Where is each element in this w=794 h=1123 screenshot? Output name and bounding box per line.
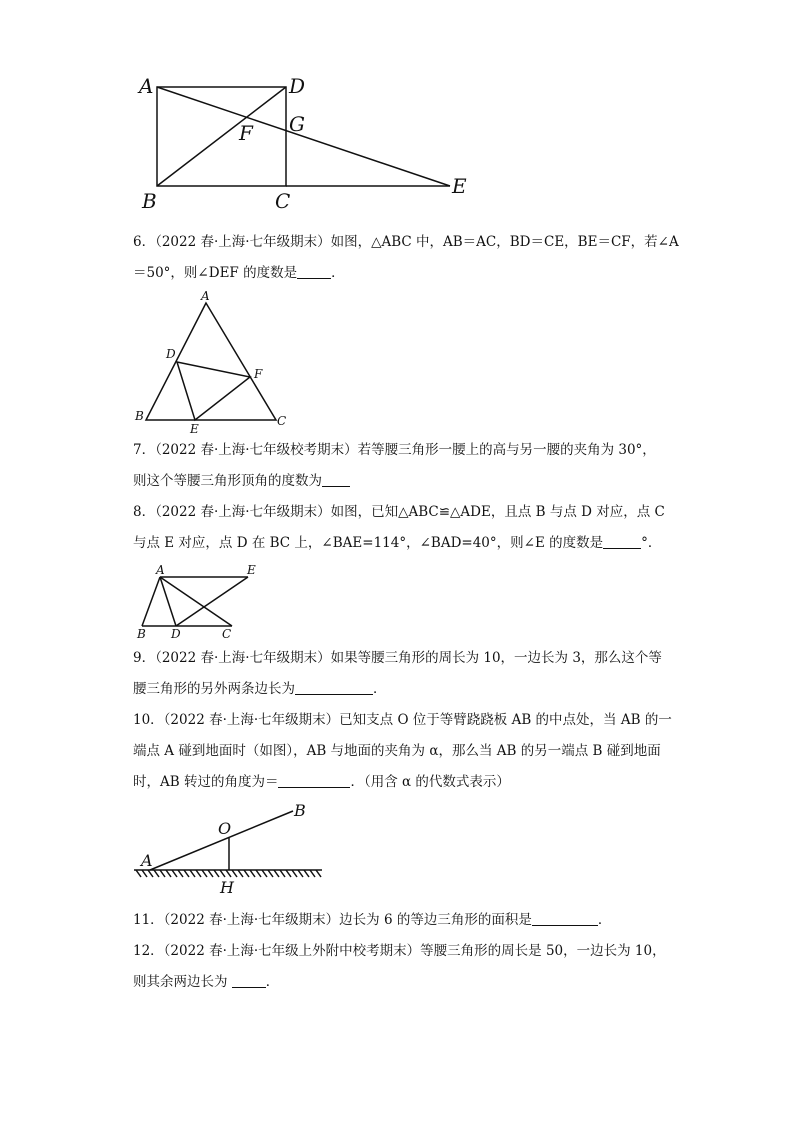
hatch-mark xyxy=(214,870,219,877)
hatch-mark xyxy=(280,870,285,877)
label-a: A xyxy=(201,289,210,303)
question-10-line-2: 端点 A 碰到地面时（如图），AB 与地面的夹角为 α，那么当 AB 的另一端点 B 碰到地面 xyxy=(133,743,661,759)
question-8-line-2-text: 与点 E 对应，点 D 在 BC 上，∠BAE=114°，∠BAD=40°，则∠E 的度数是 xyxy=(133,535,604,551)
hatch-mark xyxy=(202,870,207,877)
hatch-mark xyxy=(244,870,249,877)
question-6-tail: ． xyxy=(331,265,345,281)
hatch-mark xyxy=(160,870,165,877)
question-12-tail: ． xyxy=(265,974,280,990)
label-h: H xyxy=(220,878,234,897)
label-c: C xyxy=(222,627,232,641)
label-b: B xyxy=(135,409,144,423)
hatch-mark xyxy=(262,870,267,877)
label-c: C xyxy=(277,414,287,428)
hatch-mark xyxy=(274,870,279,877)
question-7-line-1: 7．（2022 春·上海·七年级校考期末）若等腰三角形一腰上的高与另一腰的夹角为 30°， xyxy=(133,442,656,458)
label-f: F xyxy=(254,367,263,381)
label-b: B xyxy=(294,801,306,820)
answer-blank-11[interactable] xyxy=(532,911,598,926)
question-10-line-1: 10．（2022 春·上海·七年级期末）已知支点 O 位于等臂跷跷板 AB 的中点处，当 AB 的一 xyxy=(133,712,672,728)
question-8-tail: °． xyxy=(641,535,662,551)
hatch-mark xyxy=(250,870,255,877)
hatch-mark xyxy=(172,870,177,877)
label-c: C xyxy=(275,189,291,213)
hatch-mark xyxy=(142,870,147,877)
question-9-line-2-text: 腰三角形的另外两条边长为 xyxy=(133,681,295,697)
label-e: E xyxy=(190,422,199,436)
question-9-tail: ． xyxy=(373,681,387,697)
label-d: D xyxy=(171,627,181,641)
hatch-mark xyxy=(256,870,261,877)
question-6-line-1: 6．（2022 春·上海·七年级期末）如图，△ABC 中，AB＝AC，BD＝CE，BE＝CF，若∠A xyxy=(133,234,679,250)
question-12 xyxy=(133,936,673,998)
label-b: B xyxy=(137,627,146,641)
hatch-mark xyxy=(166,870,171,877)
question-11-tail: ． xyxy=(597,912,612,928)
hatch-mark xyxy=(226,870,231,877)
label-g: G xyxy=(289,112,305,136)
label-e: E xyxy=(452,174,467,198)
question-12-line-2 xyxy=(133,967,673,998)
hatch-mark xyxy=(148,870,153,877)
answer-blank-12[interactable] xyxy=(232,973,266,988)
hatch-mark xyxy=(196,870,201,877)
label-d: D xyxy=(166,347,176,361)
hatch-mark xyxy=(310,870,315,877)
question-11-line-1-text: 11．（2022 春·上海·七年级期末）边长为 6 的等边三角形的面积是 xyxy=(133,912,532,928)
question-6-line-2-text: ＝50°，则∠DEF 的度数是 xyxy=(133,265,298,281)
question-11-line-1 xyxy=(133,905,673,936)
question-9-line-1: 9．（2022 春·上海·七年级期末）如果等腰三角形的周长为 10，一边长为 3，那么这个等 xyxy=(133,650,662,666)
question-12-line-2-text: 则其余两边长为 xyxy=(133,974,232,990)
question-10-tail: ．（用含 α 的代数式表示） xyxy=(350,774,510,790)
hatch-mark xyxy=(286,870,291,877)
label-b: B xyxy=(142,189,157,213)
label-f: F xyxy=(239,121,253,145)
hatch-mark xyxy=(184,870,189,877)
question-12-line-1: 12．（2022 春·上海·七年级上外附中校考期末）等腰三角形的周长是 50，一边长为 10， xyxy=(133,943,666,959)
hatch-mark xyxy=(268,870,273,877)
label-a: A xyxy=(156,563,165,577)
hatch-mark xyxy=(178,870,183,877)
hatch-mark xyxy=(136,870,141,877)
hatch-mark xyxy=(304,870,309,877)
question-11 xyxy=(133,905,673,936)
hatch-mark xyxy=(292,870,297,877)
ground-hatching xyxy=(136,870,321,877)
label-e: E xyxy=(247,563,256,577)
hatch-mark xyxy=(208,870,213,877)
question-7-line-2-text: 则这个等腰三角形顶角的度数为 xyxy=(133,473,322,489)
label-o: O xyxy=(218,819,232,838)
label-d: D xyxy=(289,74,306,98)
question-10-line-3-text: 时，AB 转过的角度为＝ xyxy=(133,774,279,790)
hatch-mark xyxy=(220,870,225,877)
hatch-mark xyxy=(154,870,159,877)
label-a: A xyxy=(139,74,154,98)
hatch-mark xyxy=(232,870,237,877)
hatch-mark xyxy=(238,870,243,877)
label-a: A xyxy=(141,851,153,870)
hatch-mark xyxy=(316,870,321,877)
hatch-mark xyxy=(298,870,303,877)
hatch-mark xyxy=(190,870,195,877)
question-8-line-1: 8．（2022 春·上海·七年级期末）如图，已知△ABC≌△ADE，且点 B 与点 D 对应，点 C xyxy=(133,504,665,520)
